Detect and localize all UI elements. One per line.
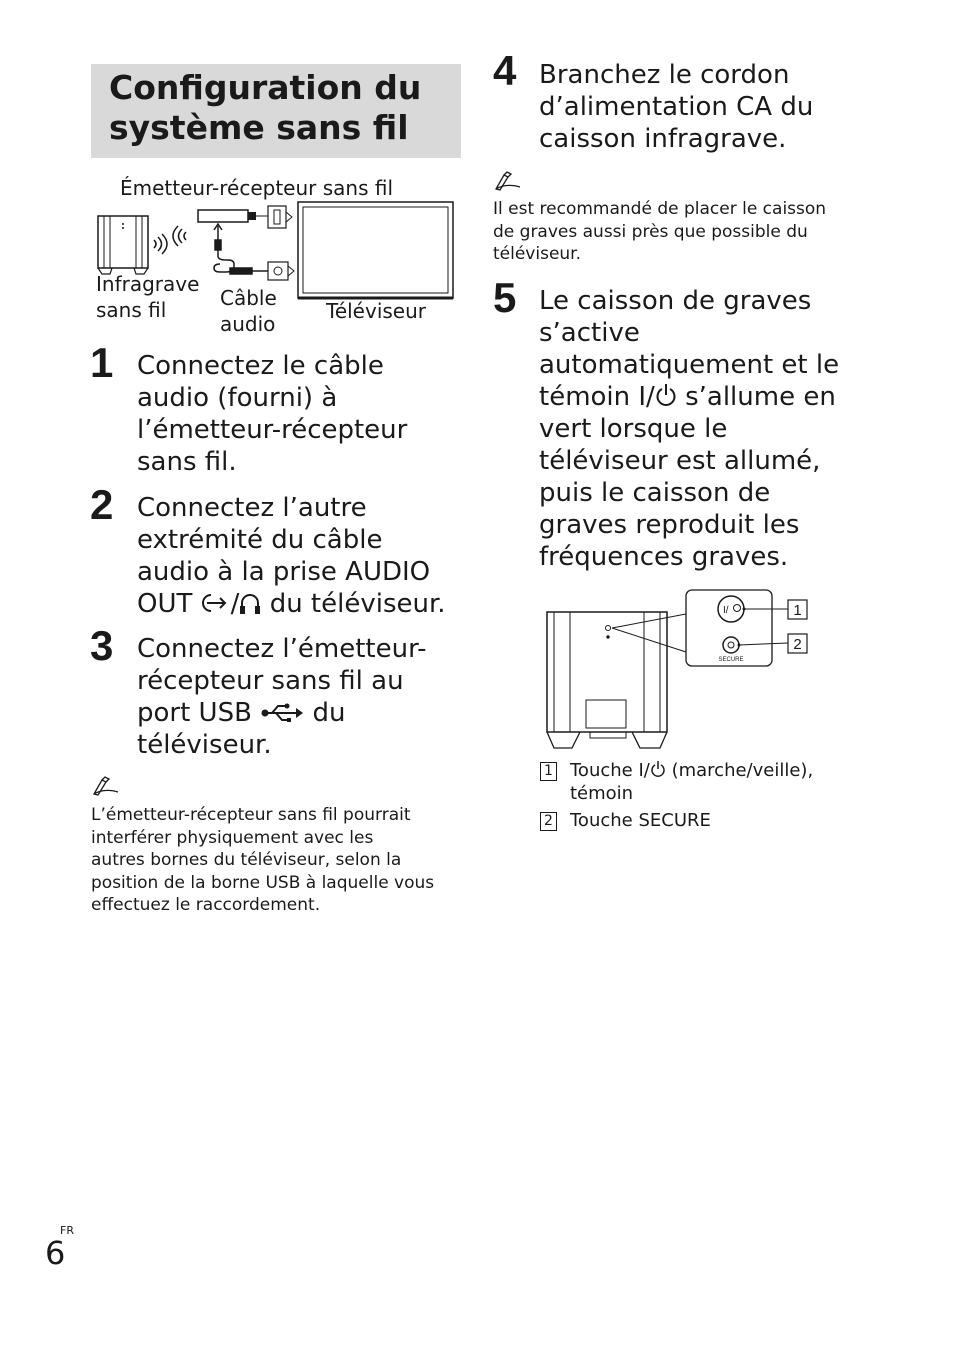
- subwoofer-panel-figure: [540, 588, 815, 753]
- audio-cable-illustration: [214, 224, 294, 280]
- language-code: FR: [60, 1224, 74, 1237]
- wireless-waves-icon: [154, 226, 186, 254]
- note-pencil-icon-right: [494, 171, 522, 197]
- power-button-label: I/: [723, 605, 729, 616]
- legend-2-number: 2: [540, 812, 557, 831]
- headphones-icon: [239, 591, 261, 615]
- usb-icon: [260, 703, 304, 723]
- note-pencil-icon: [92, 776, 120, 802]
- tv-illustration: [298, 202, 453, 298]
- step-3-number: 3: [90, 622, 114, 669]
- transceiver-label: Émetteur-récepteur sans fil: [120, 176, 394, 200]
- power-icon-small: [650, 760, 666, 778]
- subwoofer-label-line2: sans fil: [96, 298, 167, 322]
- step-4-text: Branchez le cordon d’alimentation CA du caisson infragrave.: [539, 60, 814, 154]
- page-title: Configuration du système sans fil: [109, 68, 422, 147]
- subwoofer-label-line1: Infragrave: [96, 272, 200, 296]
- page-number: 6: [45, 1234, 66, 1272]
- step-4-number: 4: [493, 47, 517, 94]
- power-icon: [655, 382, 677, 408]
- secure-button-label: SECURE: [718, 657, 744, 663]
- step-2-text: Connectez l’autre extrémité du câble audio à la prise AUDIO OUT / du téléviseur.: [137, 493, 446, 619]
- step-5-text: Le caisson de graves s’active automatiquement et le témoin I/ s’allume en vert lorsque le téléviseur est allumé, puis le caisson de graves reproduit les fréquences graves.: [539, 286, 840, 572]
- callout-1: 1: [793, 602, 802, 619]
- legend-item-1: 1 Touche I/ (marche/veille), témoin: [540, 759, 813, 805]
- callout-2: 2: [793, 636, 802, 653]
- transceiver-illustration: [198, 206, 292, 228]
- cable-label-line1: Câble: [220, 286, 277, 310]
- panel-zoom-box: [686, 590, 772, 666]
- right-note: Il est recommandé de placer le caisson de graves aussi près que possible du téléviseur.: [493, 199, 827, 264]
- step-2-number: 2: [90, 481, 114, 528]
- left-note: L’émetteur-récepteur sans fil pourrait interférer physiquement avec les autres bornes du téléviseur, selon la position de la borne USB à laquelle vous effectuez le raccordement.: [91, 805, 435, 915]
- legend-item-2: 2 Touche SECURE: [540, 809, 711, 832]
- step-3-text: Connectez l’émetteur- récepteur sans fil au port USB du téléviseur.: [137, 634, 427, 760]
- subwoofer-front-illustration: [547, 612, 667, 748]
- legend-1-number: 1: [540, 762, 557, 781]
- step-1-number: 1: [90, 339, 114, 386]
- subwoofer-illustration: [98, 216, 148, 274]
- audio-out-icon: [201, 591, 231, 615]
- step-5-number: 5: [493, 274, 517, 321]
- step-1-text: Connectez le câble audio (fourni) à l’émetteur-récepteur sans fil.: [137, 351, 408, 477]
- cable-label-line2: audio: [220, 312, 276, 336]
- tv-label: Téléviseur: [326, 299, 426, 323]
